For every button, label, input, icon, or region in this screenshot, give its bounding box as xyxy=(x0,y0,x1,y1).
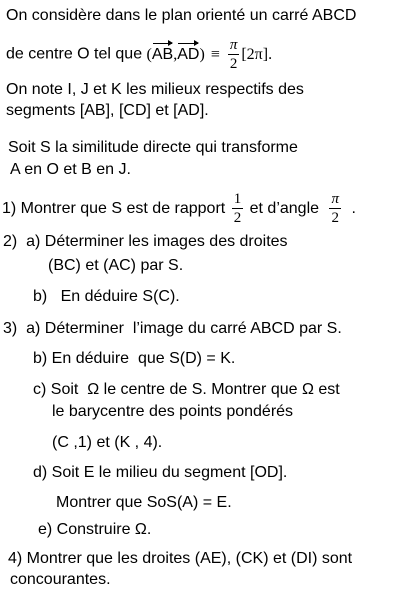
question-1 xyxy=(2,192,356,226)
fraction-numerator: 1 xyxy=(233,191,242,207)
paren-close: ) xyxy=(199,45,205,63)
intro-line-2 xyxy=(6,38,272,72)
fraction-pi-over-2 xyxy=(228,38,240,72)
fraction-one-half xyxy=(232,192,244,226)
question-3a: 3) a) Déterminer l’image du carré ABCD par S. xyxy=(3,320,342,337)
question-2a-line-2: (BC) et (AC) par S. xyxy=(48,257,184,274)
comma: , xyxy=(173,45,178,63)
fraction-numerator: π xyxy=(331,191,339,207)
question-3c-line-3: (C ,1) et (K , 4). xyxy=(52,434,163,451)
question-3b: b) En déduire que S(D) = K. xyxy=(33,350,236,367)
period: . xyxy=(351,200,356,218)
question-3c-line-1: c) Soit Ω le centre de S. Montrer que Ω est xyxy=(33,381,340,398)
vector-ad: AD xyxy=(177,45,200,63)
question-3c-line-2: le barycentre des points pondérés xyxy=(52,403,294,420)
question-4-line-2: concourantes. xyxy=(10,571,111,588)
question-3e: e) Construire Ω. xyxy=(38,521,152,538)
question-1-text: 1) Montrer que S est de rapport xyxy=(2,200,226,218)
period: . xyxy=(268,45,273,63)
intro-line-4: segments [AB], [CD] et [AD]. xyxy=(6,102,209,119)
fraction-numerator: π xyxy=(229,37,238,53)
question-3d-line-2: Montrer que SoS(A) = E. xyxy=(56,494,232,511)
intro-line-2-text: de centre O tel que xyxy=(6,45,143,63)
fraction-denominator: 2 xyxy=(331,210,339,226)
question-2b: b) En déduire S(C). xyxy=(33,288,180,305)
question-3d-line-1: d) Soit E le milieu du segment [OD]. xyxy=(33,464,288,481)
fraction-denominator: 2 xyxy=(233,210,242,226)
fraction-pi-over-2 xyxy=(329,192,341,226)
question-2a-line-1: 2) a) Déterminer les images des droites xyxy=(3,233,288,250)
congruence-symbol: ≡ xyxy=(210,45,220,63)
question-1-angle-text: et d’angle xyxy=(249,200,320,218)
intro-line-6: A en O et B en J. xyxy=(10,161,131,178)
paren-open: ( xyxy=(146,45,152,63)
modulo: [2π] xyxy=(241,45,269,63)
fraction-denominator: 2 xyxy=(229,56,238,72)
angle-expression xyxy=(146,37,273,72)
intro-line-5: Soit S la similitude directe qui transforme xyxy=(8,139,298,156)
vector-ab: AB xyxy=(151,45,174,63)
intro-line-1: On considère dans le plan orienté un carré ABCD xyxy=(6,7,357,24)
question-4-line-1: 4) Montrer que les droites (AE), (CK) et (DI) sont xyxy=(8,550,353,567)
intro-line-3: On note I, J et K les milieux respectifs des xyxy=(6,81,304,98)
